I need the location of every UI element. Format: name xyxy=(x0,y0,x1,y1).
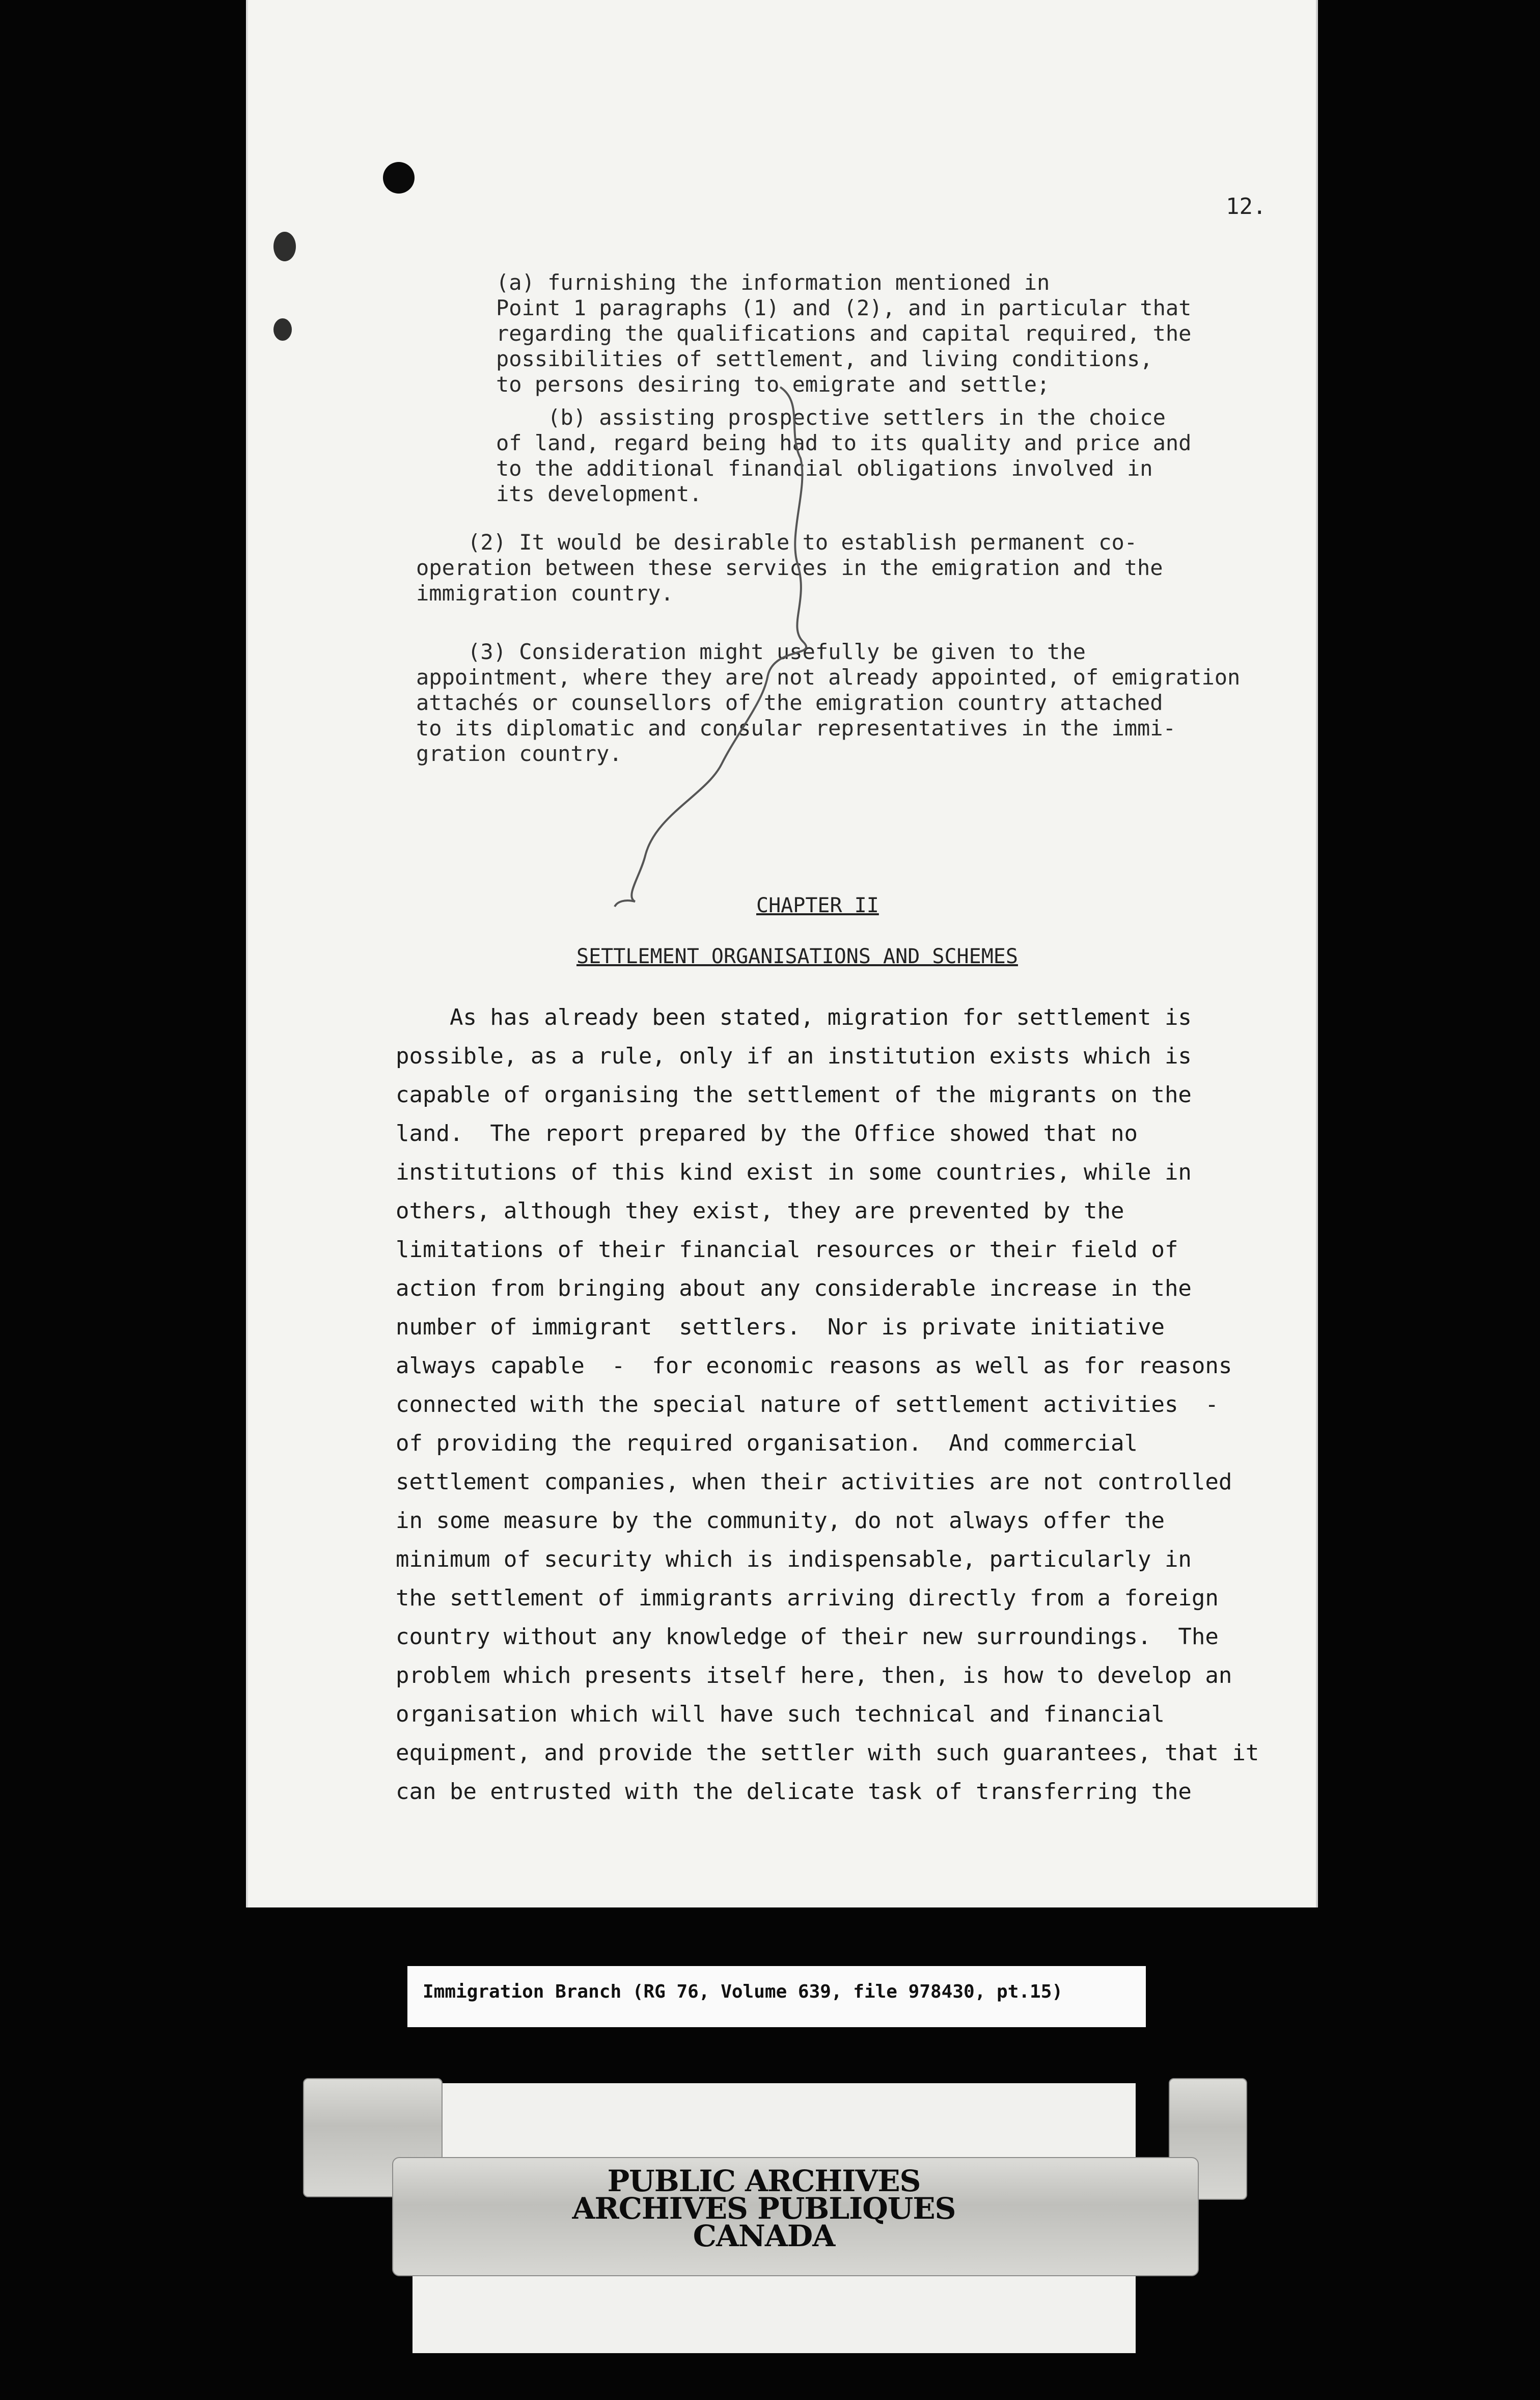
document-page xyxy=(246,0,1318,1907)
stamp-line-3: CANADA xyxy=(693,2219,835,2253)
point-a-paragraph: (a) furnishing the information mentioned in Point 1 paragraphs (1) and (2), and in particular that regarding the qualifications and capital required, the possibilities of settlement, and living conditions, to persons desiring to emigrate and settle; xyxy=(496,270,1192,397)
archive-reference-label: Immigration Branch (RG 76, Volume 639, file 978430, pt.15) xyxy=(407,1966,1146,2027)
body-paragraph: As has already been stated, migration for settlement is possible, as a rule, only if an institution exists which is capable of organising the settlement of the migrants on the land. The report prepared by the Office showed that no institutions of this kind exist in some countries, while in others, although they exist, they are prevented by the limitations of their financial resources or their field of action from bringing about any considerable increase in the number of immigrant settlers. Nor is private initiative always capable - for economic reasons as well as for reasons connected with the special nature of settlement activities - of providing the required organisation. And commercial settlement companies, when their activities are not controlled in some measure by the community, do not always offer the minimum of security which is indispensable, particularly in the settlement of immigrants arriving directly from a foreign country without any knowledge of their new surroundings. The problem which presents itself here, then, is how to develop an organisation which will have such technical and financial equipment, and provide the settler with such guarantees, that it can be entrusted with the delicate task of transferring the xyxy=(396,1004,1259,1805)
punch-hole xyxy=(383,162,415,194)
point-3-paragraph: (3) Consideration might usefully be given to the appointment, where they are not already appointed, of emigration attachés or counsellors of the emigration country attached to its diplomatic and consular representatives in the immi- gration country. xyxy=(416,639,1241,766)
punch-hole-mark xyxy=(273,232,296,261)
punch-hole-mark xyxy=(273,318,292,341)
stamp-line-2: ARCHIVES PUBLIQUES xyxy=(572,2191,956,2226)
page-number: 12. xyxy=(1226,194,1267,220)
point-b-paragraph: (b) assisting prospective settlers in the choice of land, regard being had to its quality and price and to the additional financial obligations involved in its development. xyxy=(496,405,1192,506)
chapter-title: CHAPTER II xyxy=(756,894,879,917)
public-archives-stamp xyxy=(509,2164,1019,2253)
chapter-subtitle: SETTLEMENT ORGANISATIONS AND SCHEMES xyxy=(576,945,1018,968)
stamp-line-1: PUBLIC ARCHIVES xyxy=(607,2164,921,2198)
point-2-paragraph: (2) It would be desirable to establish permanent co- operation between these services in the emigration and the immigration country. xyxy=(416,530,1163,606)
